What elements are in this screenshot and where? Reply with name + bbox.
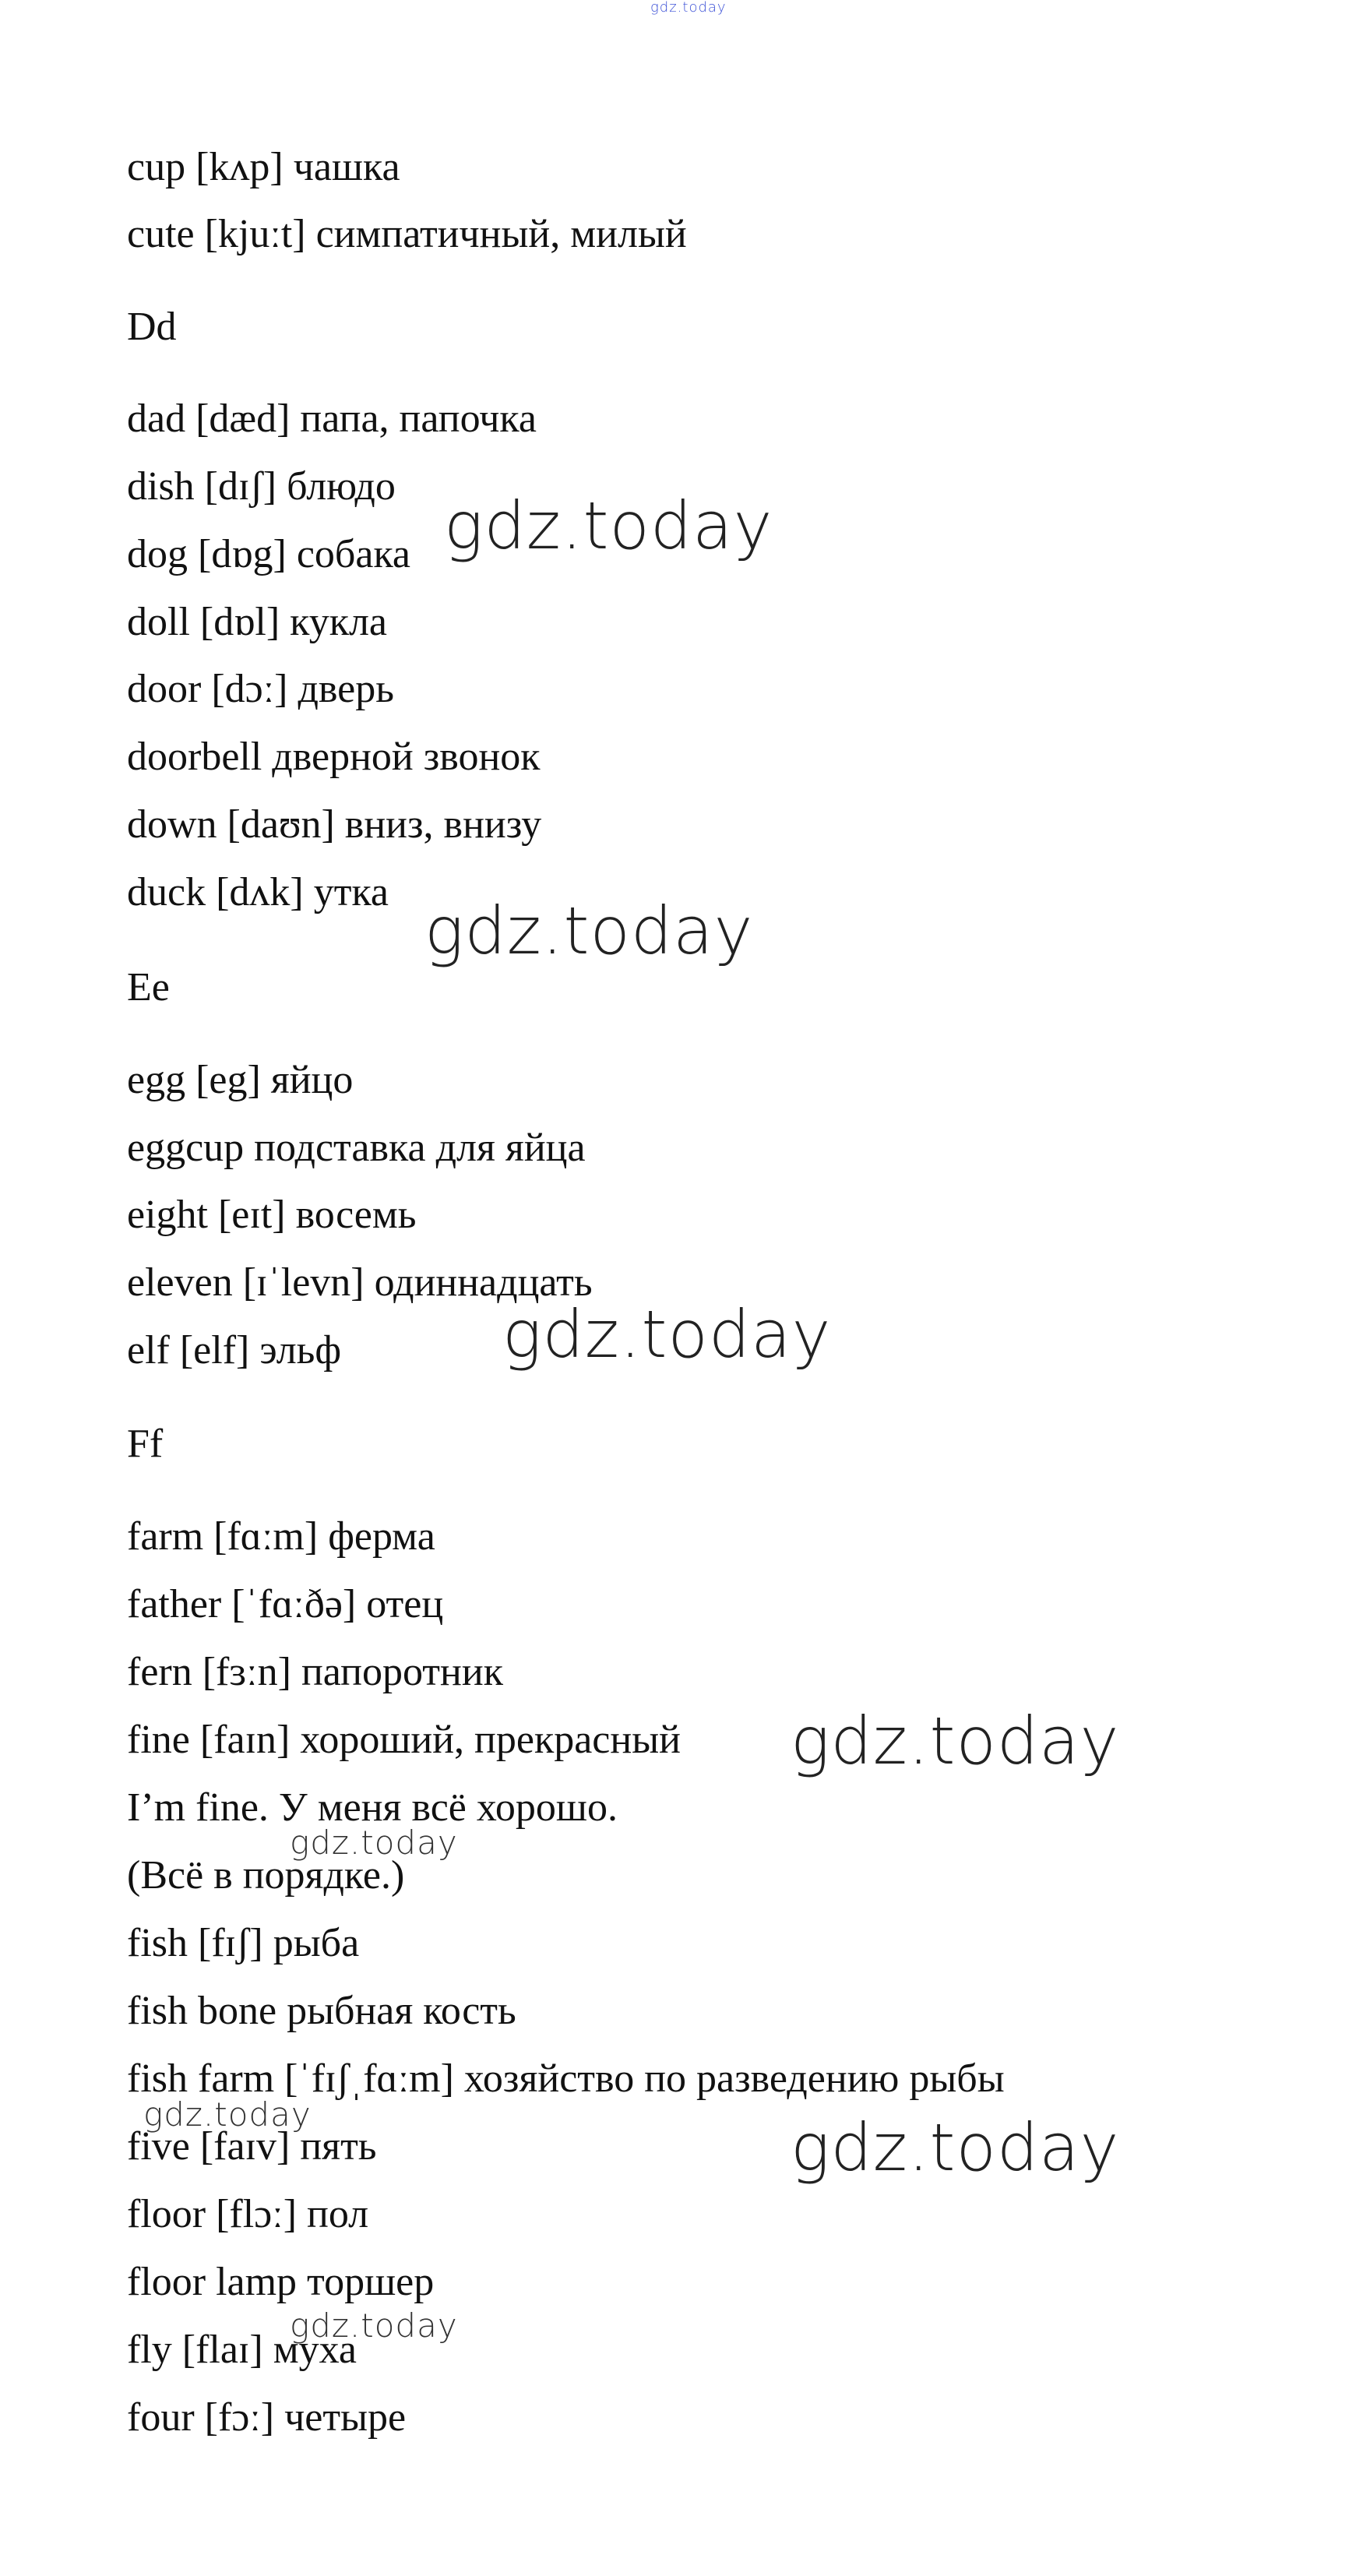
watermark: gdz.today [424,893,754,969]
entry-fern: fern [fɜːn] папоротник [127,1650,503,1694]
section-heading-d: Dd [127,305,177,349]
entry-dad: dad [dæd] папа, папочка [127,396,537,441]
entry-fly: fly [flaɪ] муха [127,2328,357,2372]
entry-five: five [faɪv] пять [127,2124,377,2169]
entry-cup: cup [kʌp] чашка [127,145,400,189]
entry-eggcup: eggcup подставка для яйца [127,1126,586,1170]
watermark: gdz.today [444,488,773,564]
section-heading-f: Ff [127,1422,164,1466]
entry-fish-farm: fish farm [ˈfɪʃˌfɑːm] хозяйство по разведению рыбы [127,2056,1005,2101]
entry-four: four [fɔː] четыре [127,2395,407,2440]
watermark: gdz.today [290,1824,458,1862]
entry-egg: egg [eg] яйцо [127,1058,354,1102]
watermark: gdz.today [791,2109,1120,2186]
entry-farm: farm [fɑːm] ферма [127,1514,435,1559]
entry-eleven: eleven [ɪˈlevn] одиннадцать [127,1260,593,1305]
entry-im-fine-note: (Всё в порядке.) [127,1853,405,1898]
entry-eight: eight [eɪt] восемь [127,1193,417,1237]
entry-doll: doll [dɒl] кукла [127,600,387,644]
entry-down: down [daʊn] вниз, внизу [127,802,542,847]
entry-dog: dog [dɒg] собака [127,532,410,576]
entry-fine: fine [faɪn] хороший, прекрасный [127,1718,681,1762]
entry-elf: elf [elf] эльф [127,1328,342,1373]
watermark: gdz.today [290,2306,458,2345]
entry-duck: duck [dʌk] утка [127,870,389,914]
entry-dish: dish [dɪʃ] блюдо [127,464,396,509]
section-heading-e: Ee [127,965,170,1010]
entry-fish: fish [fɪʃ] рыба [127,1921,360,1965]
header-watermark: gdz.today [650,0,727,16]
entry-im-fine: I’m fine. У меня всё хорошо. [127,1785,618,1830]
entry-cute: cute [kjuːt] симпатичный, милый [127,212,687,256]
watermark: gdz.today [502,1296,832,1373]
entry-door: door [dɔː] дверь [127,667,394,711]
entry-floor: floor [flɔː] пол [127,2192,369,2236]
watermark: gdz.today [791,1703,1120,1779]
watermark: gdz.today [143,2095,312,2134]
entry-fish-bone: fish bone рыбная кость [127,1989,516,2033]
entry-father: father [ˈfɑːðə] отец [127,1582,444,1626]
entry-floor-lamp: floor lamp торшер [127,2260,435,2304]
entry-doorbell: doorbell дверной звонок [127,735,541,779]
